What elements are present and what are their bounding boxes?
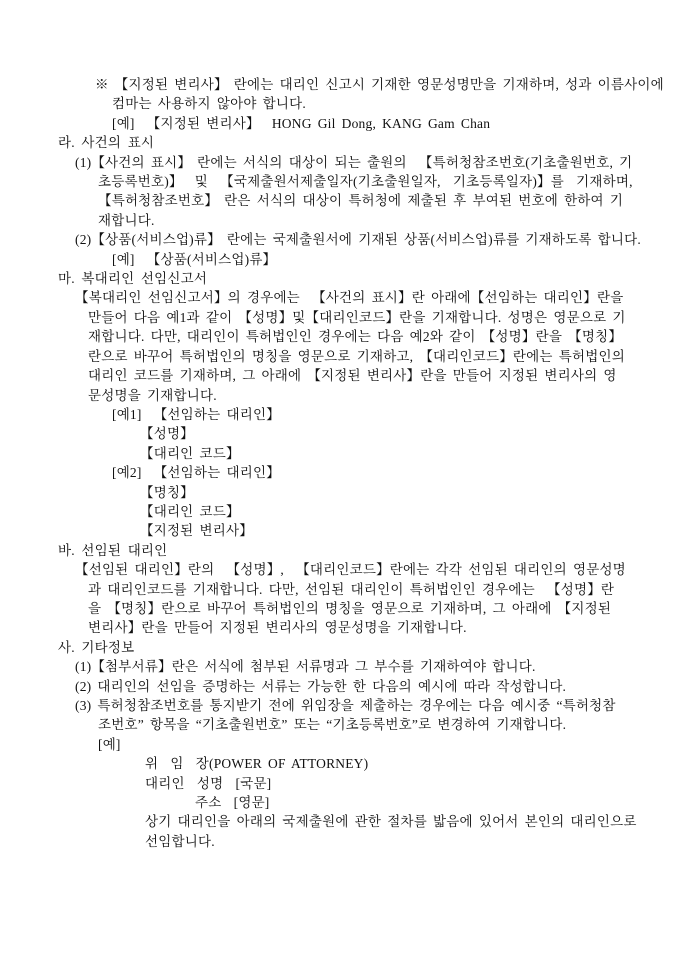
paragraph-line: 변리사】란을 만들어 지정된 변리사의 영문성명을 기재합니다.	[88, 620, 467, 636]
poa-body-line: 상기 대리인을 아래의 국제출원에 관한 절차를 밟음에 있어서 본인의 대리인으로	[145, 814, 637, 830]
example1-line: [예1] 【선임하는 대리인】	[112, 406, 280, 422]
section-heading-sa: 사. 기타정보	[58, 639, 135, 655]
poa-body-line: 선임합니다.	[145, 833, 215, 849]
list-item-2: (2) 대리인의 선임을 증명하는 서류는 가능한 한 다음의 예시에 따라 작성합니다.	[75, 678, 567, 694]
list-item-2: (2)【상품(서비스업)류】 란에는 국제출원서에 기재된 상품(서비스업)류를 기재하도록 합니다.	[75, 232, 641, 248]
example-line: [예] 【상품(서비스업)류】	[112, 251, 277, 267]
list-item-1-cont: 초등록번호)】 및 【국제출원서제출일자(기초출원일자, 기초등록일자)】를 기재하며,	[98, 174, 633, 190]
paragraph-line: 과 대리인코드를 기재합니다. 다만, 선임된 대리인이 특허법인인 경우에는 【성명】란	[88, 581, 615, 597]
example-label: [예]	[98, 736, 121, 752]
note-line: ※ 【지정된 변리사】 란에는 대리인 신고시 기재한 영문성명만을 기재하며, 성과 이름사이에	[95, 77, 664, 92]
paragraph-line: 을 【명칭】란으로 바꾸어 특허법인의 명칭을 영문으로 기재하며, 그 아래에 【지정된	[88, 600, 612, 616]
paragraph-line: 대리인 코드를 기재하며, 그 아래에 【지정된 변리사】란을 만들어 지정된 변리사의 영	[88, 368, 617, 384]
paragraph-line: 란으로 바꾸어 특허법인의 명칭을 영문으로 기재하고, 【대리인코드】란에는 특허법인의	[88, 348, 625, 364]
paragraph-line: 【선임된 대리인】란의 【성명】, 【대리인코드】란에는 각각 선임된 대리인의 영문성명	[75, 562, 626, 578]
example2-line: [예2] 【선임하는 대리인】	[112, 465, 280, 481]
example1-field: 【성명】	[140, 426, 194, 442]
list-item-3: (3) 특허청참조번호를 통지받기 전에 위임장을 제출하는 경우에는 다음 예시중 “특허청참	[75, 698, 616, 713]
document-content	[0, 75, 664, 851]
poa-agent-address: 주소 [영문]	[195, 795, 270, 811]
list-item-1: (1)【첨부서류】란은 서식에 첨부된 서류명과 그 부수를 기재하여야 합니다.	[75, 659, 536, 675]
section-heading-ba: 바. 선임된 대리인	[58, 542, 168, 558]
example1-field: 【대리인 코드】	[140, 445, 240, 461]
example-line: [예] 【지정된 변리사】 HONG Gil Dong, KANG Gam Chan	[112, 115, 491, 131]
poa-agent-name: 대리인 성명 [국문]	[145, 775, 272, 791]
list-item-1: (1)【사건의 표시】 란에는 서식의 대상이 되는 출원의 【특허청참조번호(기초출원번호, 기	[75, 154, 633, 170]
example2-field: 【대리인 코드】	[140, 503, 240, 519]
list-item-3-cont: 조번호” 항목을 “기초출원번호” 또는 “기초등록번호”로 변경하여 기재합니다.	[98, 717, 567, 733]
paragraph-line: 문성명을 기재합니다.	[88, 387, 217, 403]
note-line: 컴마는 사용하지 않아야 합니다.	[112, 96, 306, 112]
section-heading-ma: 마. 복대리인 선임신고서	[58, 271, 208, 287]
paragraph-line: 만들어 다음 예1과 같이 【성명】및【대리인코드】란을 기재합니다. 성명은 영문으로 기	[88, 309, 626, 325]
paragraph-line: 재합니다. 다만, 대리인이 특허법인인 경우에는 다음 예2와 같이 【성명】란을 【명칭】	[88, 329, 623, 345]
poa-title: 위 임 장(POWER OF ATTORNEY)	[145, 756, 369, 772]
example2-field: 【지정된 변리사】	[140, 523, 253, 539]
section-heading-la: 라. 사건의 표시	[58, 135, 155, 151]
paragraph-line: 【복대리인 선임신고서】의 경우에는 【사건의 표시】란 아래에【선임하는 대리인】란을	[75, 290, 624, 306]
example2-field: 【명칭】	[140, 484, 194, 500]
list-item-1-cont: 【특허청참조번호】 란은 서식의 대상이 특허청에 제출된 후 부여된 번호에 한하여 기	[98, 193, 624, 209]
list-item-1-cont: 재합니다.	[98, 212, 155, 228]
